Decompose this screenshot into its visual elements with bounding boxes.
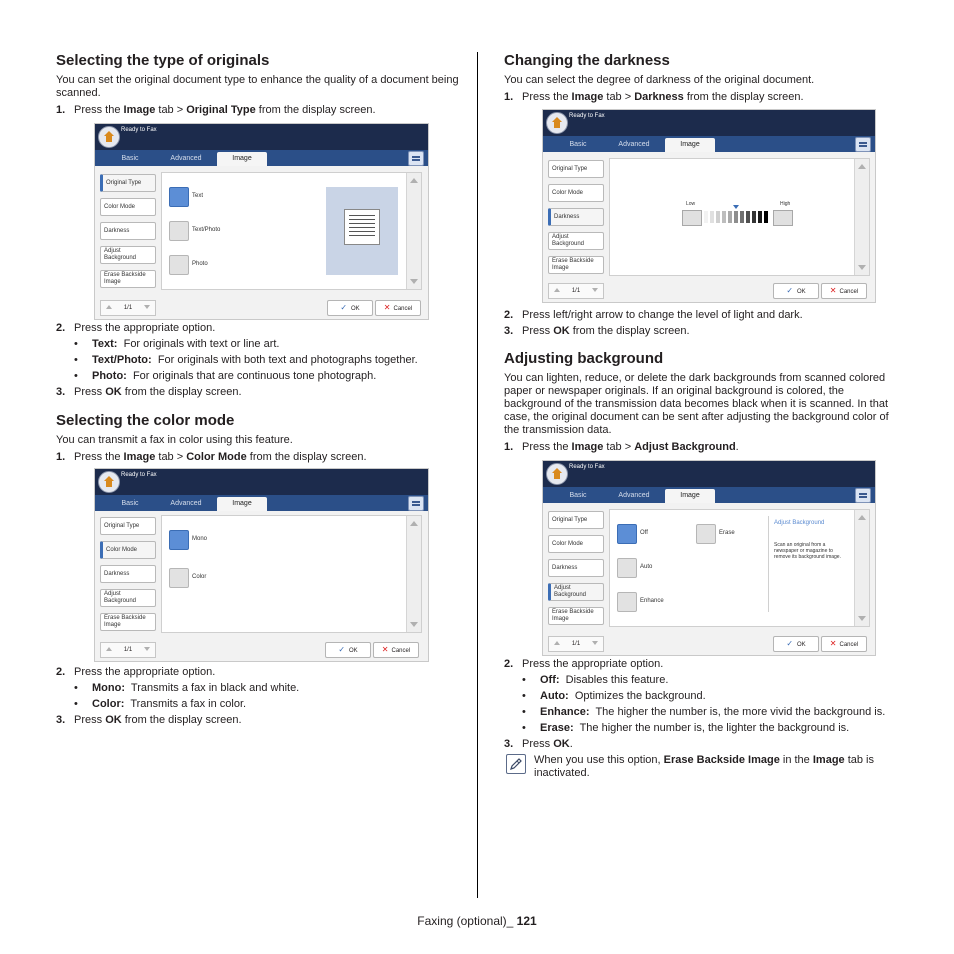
side-adjust-background[interactable]: Adjust Background <box>548 583 604 601</box>
options-panel <box>609 509 870 627</box>
darkness-marker-icon <box>733 205 739 209</box>
column-divider <box>477 52 478 898</box>
tab-advanced[interactable]: Advanced <box>618 141 650 148</box>
options-panel <box>161 515 422 633</box>
menu-icon[interactable] <box>408 151 424 166</box>
bullet-color: • Color: Transmits a fax in color. <box>74 698 247 710</box>
scrollbar[interactable] <box>406 516 421 632</box>
bullet-auto: • Auto: Optimizes the background. <box>522 690 706 702</box>
ok-button[interactable]: ✓ OK <box>327 300 373 316</box>
section-original-type <box>56 52 460 120</box>
home-icon <box>546 112 568 134</box>
side-color-mode[interactable]: Color Mode <box>100 198 156 216</box>
section-intro: You can transmit a fax in color using this feature. <box>56 434 293 446</box>
step-1: 1. Press the Image tab > Adjust Background. <box>504 441 739 453</box>
side-original-type[interactable]: Original Type <box>100 174 156 192</box>
bullet-enhance: • Enhance: The higher the number is, the more vivid the background is. <box>522 706 886 718</box>
preview-image <box>326 187 398 275</box>
screen-title: Ready to Fax <box>121 127 157 133</box>
step-3: 3. Press OK from the display screen. <box>504 325 690 337</box>
note <box>504 754 898 780</box>
document-icon <box>344 209 380 245</box>
tab-image[interactable]: Image <box>217 497 267 511</box>
tab-bar <box>543 136 875 152</box>
bottom-bar <box>95 639 428 661</box>
screen-title: Ready to Fax <box>569 464 605 470</box>
step-3: 3. Press OK from the display screen. <box>56 714 242 726</box>
darkness-screenshot <box>542 109 876 303</box>
increase-arrow-icon[interactable] <box>773 210 793 226</box>
cancel-button[interactable]: ✕ Cancel <box>821 283 867 299</box>
original-type-steps <box>56 322 460 402</box>
screen-title: Ready to Fax <box>121 472 157 478</box>
ok-button[interactable]: ✓ OK <box>325 642 371 658</box>
side-darkness[interactable]: Darkness <box>100 565 156 583</box>
title-bar <box>543 461 875 487</box>
tab-advanced[interactable]: Advanced <box>618 492 650 499</box>
tab-advanced[interactable]: Advanced <box>170 500 202 507</box>
darkness-steps <box>504 309 898 341</box>
home-icon <box>98 126 120 148</box>
menu-icon[interactable] <box>408 496 424 511</box>
tab-basic[interactable]: Basic <box>569 492 587 499</box>
bullet-photo: • Photo: For originals that are continuous tone photograph. <box>74 370 377 382</box>
option-label: Text <box>192 193 204 199</box>
ok-button[interactable]: ✓ OK <box>773 283 819 299</box>
adjust-background-steps <box>504 658 898 780</box>
tab-image[interactable]: Image <box>665 138 715 152</box>
option-text[interactable] <box>169 187 189 207</box>
adjust-background-screenshot <box>542 460 876 656</box>
option-enhance[interactable] <box>617 592 637 612</box>
scrollbar[interactable] <box>854 510 869 626</box>
bottom-bar <box>543 280 875 302</box>
bullet-text: • Text: For originals with text or line art. <box>74 338 280 350</box>
section-color-mode <box>56 412 460 467</box>
bullet-mono: • Mono: Transmits a fax in black and white. <box>74 682 300 694</box>
section-darkness <box>504 52 898 107</box>
section-intro: You can lighten, reduce, or delete the dark backgrounds from scanned colored paper or newspaper originals. If an original background is colored, the background of the transmission data becomes black when it is scanned. In that case, the original document can be sent after adjusting the background color of the transmission data. <box>504 372 889 436</box>
option-photo[interactable] <box>169 255 189 275</box>
option-label: Erase <box>719 530 735 536</box>
step-2: 2. Press left/right arrow to change the level of light and dark. <box>504 309 803 321</box>
step-2: 2. Press the appropriate option. <box>504 658 664 670</box>
option-label: Photo <box>192 261 208 267</box>
section-adjust-background <box>504 350 898 457</box>
options-panel <box>161 172 422 290</box>
step-3: 3. Press OK from the display screen. <box>56 386 242 398</box>
bottom-bar <box>95 297 428 319</box>
step-number: 1. <box>56 104 66 116</box>
darkness-panel <box>609 158 870 276</box>
tab-basic[interactable]: Basic <box>121 155 139 162</box>
screen-title: Ready to Fax <box>569 113 605 119</box>
option-label: Enhance <box>640 598 664 604</box>
side-original-type[interactable]: Original Type <box>548 511 604 529</box>
option-label: Auto <box>640 564 653 570</box>
note-pencil-icon <box>506 754 526 774</box>
color-mode-screenshot <box>94 468 429 662</box>
side-erase-backside[interactable]: Erase Backside Image <box>100 270 156 288</box>
tab-basic[interactable]: Basic <box>569 141 587 148</box>
bullet-erase: • Erase: The higher the number is, the lighter the background is. <box>522 722 850 734</box>
page-indicator: 1/1 <box>548 636 604 652</box>
side-color-mode[interactable]: Color Mode <box>548 184 604 202</box>
side-darkness[interactable]: Darkness <box>548 559 604 577</box>
section-heading: Adjusting background <box>504 350 664 367</box>
darkness-scale <box>680 201 800 231</box>
ok-button[interactable]: ✓ OK <box>773 636 819 652</box>
bottom-bar <box>543 633 875 655</box>
home-icon <box>546 463 568 485</box>
tab-bar <box>543 487 875 503</box>
scrollbar[interactable] <box>406 173 421 289</box>
color-mode-steps <box>56 666 460 730</box>
section-heading: Selecting the type of originals <box>56 52 270 69</box>
option-mono[interactable] <box>169 530 189 550</box>
side-darkness[interactable]: Darkness <box>100 222 156 240</box>
menu-icon[interactable] <box>855 488 871 503</box>
help-divider <box>768 516 769 612</box>
cancel-button[interactable]: ✕ Cancel <box>373 642 419 658</box>
tab-image[interactable]: Image <box>665 489 715 503</box>
side-darkness[interactable]: Darkness <box>548 208 604 226</box>
tab-bar <box>95 495 428 511</box>
footer-text: Faxing (optional)_ <box>417 914 517 928</box>
tab-basic[interactable]: Basic <box>121 500 139 507</box>
side-erase-backside[interactable]: Erase Backside Image <box>548 607 604 625</box>
home-icon <box>98 471 120 493</box>
side-original-type[interactable]: Original Type <box>548 160 604 178</box>
bullet-text-photo: • Text/Photo: For originals with both text and photographs together. <box>74 354 418 366</box>
menu-icon[interactable] <box>855 137 871 152</box>
option-label: Off <box>640 530 648 536</box>
step-2: 2. Press the appropriate option. <box>56 322 216 334</box>
page-indicator: 1/1 <box>100 642 156 658</box>
option-auto[interactable] <box>617 558 637 578</box>
section-intro: You can select the degree of darkness of the original document. <box>504 74 815 86</box>
option-label: Mono <box>192 536 208 542</box>
option-label: Text/Photo <box>192 227 221 233</box>
tab-image[interactable]: Image <box>217 152 267 166</box>
option-text-photo[interactable] <box>169 221 189 241</box>
note-text: When you use this option, Erase Backside Image in the Image tab is inactivated. <box>534 754 875 779</box>
step-3: 3. Press OK. <box>504 738 573 750</box>
page-indicator: 1/1 <box>100 300 156 316</box>
step-1 <box>56 104 460 117</box>
page-number: 121 <box>516 914 537 928</box>
option-off[interactable] <box>617 524 637 544</box>
option-color[interactable] <box>169 568 189 588</box>
help-text: Scan an original from a newspaper or magazine to remove its background image. <box>774 542 841 560</box>
side-color-mode[interactable]: Color Mode <box>100 541 156 559</box>
tab-bar <box>95 150 428 166</box>
side-adjust-background[interactable]: Adjust Background <box>548 232 604 250</box>
side-color-mode[interactable]: Color Mode <box>548 535 604 553</box>
original-type-screenshot <box>94 123 429 320</box>
option-label: Color <box>192 574 207 580</box>
step-1: 1. Press the Image tab > Color Mode from the display screen. <box>56 451 367 463</box>
title-bar <box>543 110 875 136</box>
bullet-off: • Off: Disables this feature. <box>522 674 669 686</box>
option-erase[interactable] <box>696 524 716 544</box>
page-indicator: 1/1 <box>548 283 604 299</box>
section-heading: Changing the darkness <box>504 52 670 69</box>
section-intro: You can set the original document type to enhance the quality of a document being scanned. <box>56 74 459 99</box>
side-adjust-background[interactable]: Adjust Background <box>100 589 156 607</box>
cancel-button[interactable]: ✕ Cancel <box>821 636 867 652</box>
cancel-button[interactable]: ✕ Cancel <box>375 300 421 316</box>
low-label: Low <box>686 201 696 207</box>
title-bar <box>95 124 428 150</box>
side-original-type[interactable]: Original Type <box>100 517 156 535</box>
tab-advanced[interactable]: Advanced <box>170 155 202 162</box>
page-footer <box>0 914 954 928</box>
high-label: High <box>780 201 791 207</box>
scrollbar[interactable] <box>854 159 869 275</box>
decrease-arrow-icon[interactable] <box>682 210 702 226</box>
side-adjust-background[interactable]: Adjust Background <box>100 246 156 264</box>
step-text: Press the Image tab > Original Type from the display screen. <box>74 104 376 116</box>
step-1: 1. Press the Image tab > Darkness from the display screen. <box>504 91 804 103</box>
side-erase-backside[interactable]: Erase Backside Image <box>548 256 604 274</box>
side-erase-backside[interactable]: Erase Backside Image <box>100 613 156 631</box>
step-2: 2. Press the appropriate option. <box>56 666 216 678</box>
help-title: Adjust Background <box>774 520 825 526</box>
section-heading: Selecting the color mode <box>56 412 235 429</box>
title-bar <box>95 469 428 495</box>
